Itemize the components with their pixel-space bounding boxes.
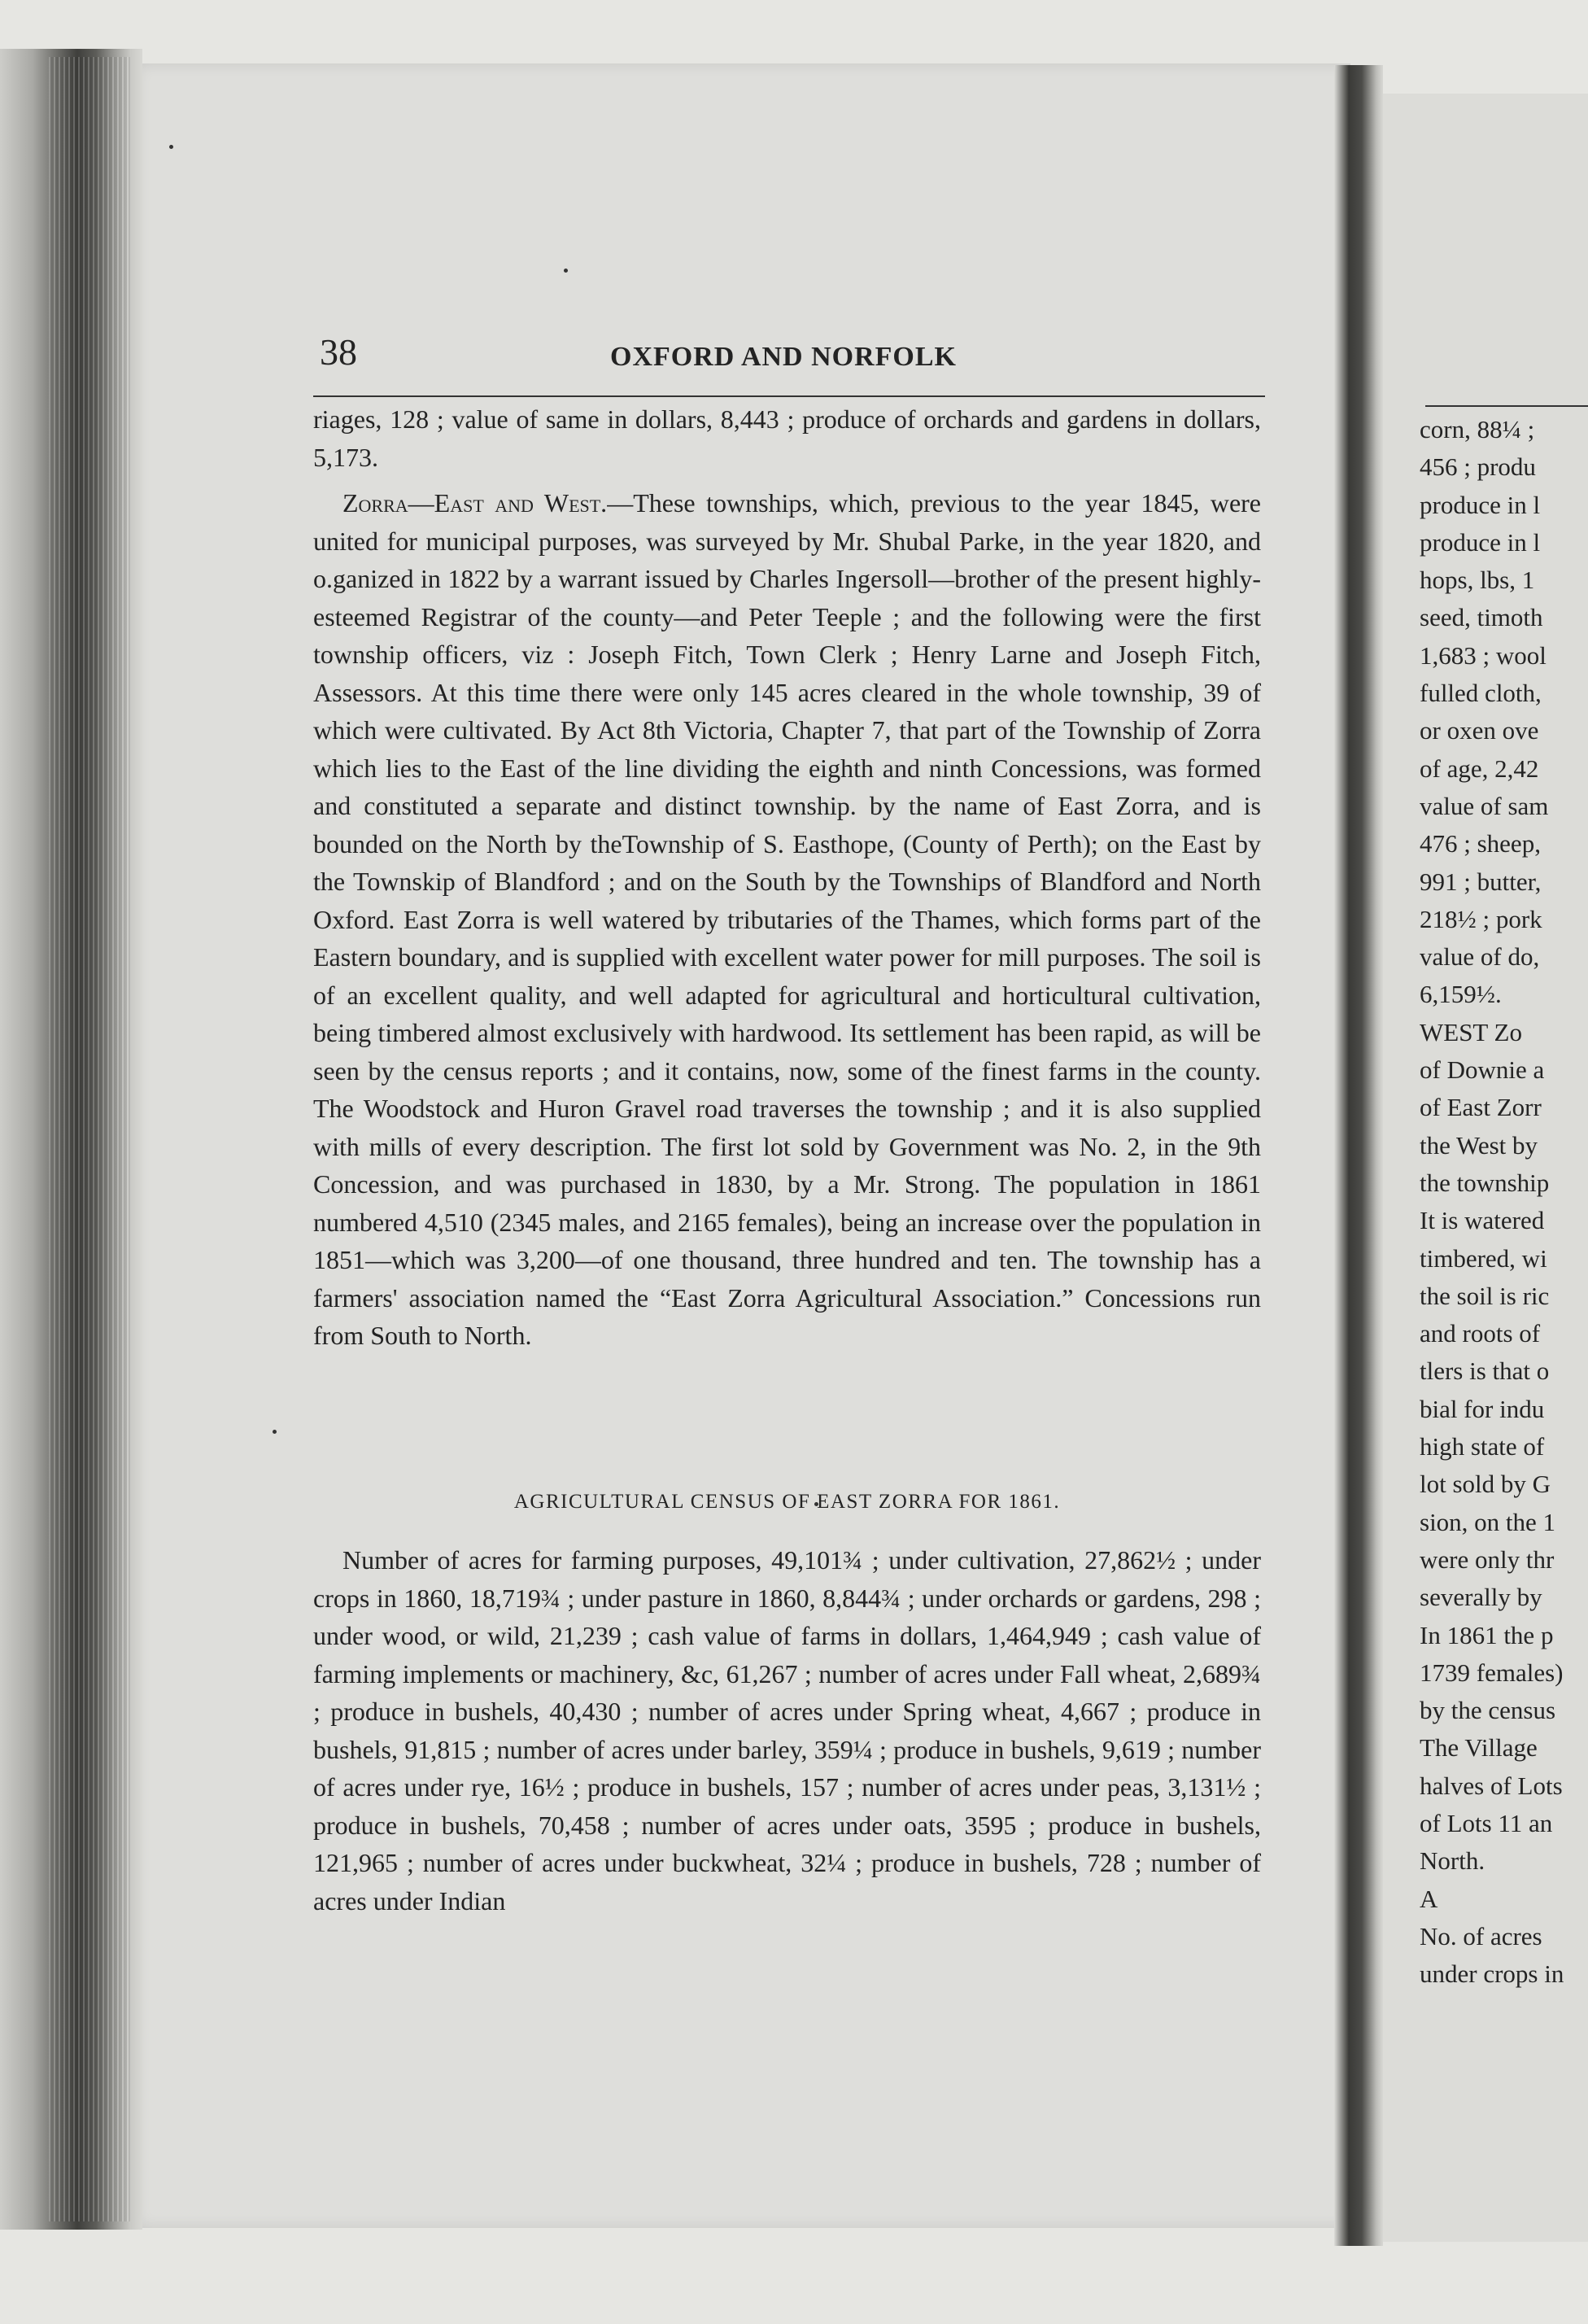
- right-page-line: halves of Lots: [1420, 1771, 1563, 1800]
- zorra-text: —These townships, which, previous to the year 1845, were united for municipal purposes, was surveyed by Mr. Shubal Parke, in the year 1820, and o.ganized in 1822 by a warrant issued by Charles Ingersoll—brother of the present highly-esteemed Registrar of the county—and Peter Teeple ; and the following were the first township officers, viz : Joseph Fitch, Town Clerk ; Henry Larne and Joseph Fitch, Assessors. At this time there were only 145 acres cleared in the whole township, 39 of which were cultivated. By Act 8th Victoria, Chapter 7, that part of the Township of Zorra which lies to the East of the line dividing the eighth and ninth Concessions, was formed and constituted a separate and distinct township. by the name of East Zorra, and is bounded on the North by theTownship of S. Easthope, (County of Perth); on the East by the Townskip of Blandford ; and on the South by the Townships of Blandford and North Oxford. East Zorra is well watered by tributaries of the Thames, which forms part of the Eastern boundary, and is supplied with excellent water power for mill purposes. The soil is of an excellent quality, and well adapted for agricultural and horticultural cultivation, being timbered almost exclusively with hardwood. Its settlement has been rapid, as will be seen by the census reports ; and it contains, now, some of the finest farms in the county. The Woodstock and Huron Gravel road traverses the township ; and it is also supplied with mills of every description. The first lot sold by Government was No. 2, in the 9th Concession, and was purchased in 1830, by a Mr. Strong. The population in 1861 numbered 4,510 (2345 males, and 2165 females), being an increase over the population in 1851—which was 3,200—of one thousand, three hundred and ten. The township has a farmers' association named the “East Zorra Agricultural Association.” Concessions run from South to North.: [313, 488, 1262, 1350]
- right-page-line: bial for indu: [1420, 1394, 1545, 1423]
- header-rule: [313, 395, 1265, 397]
- right-page-line: high state of: [1420, 1432, 1545, 1461]
- right-page-line: lot sold by G: [1420, 1470, 1551, 1499]
- right-page-line: of age, 2,42: [1420, 754, 1539, 783]
- book-gutter: [1334, 65, 1383, 2246]
- right-page-line: the West by: [1420, 1130, 1538, 1160]
- census-heading: AGRICULTURAL CENSUS OF EAST ZORRA FOR 1861.: [513, 1491, 1061, 1513]
- main-text-column: [313, 400, 1261, 1355]
- right-header-rule: [1425, 405, 1588, 407]
- right-page-line: WEST Zo: [1420, 1017, 1522, 1046]
- right-page-line: value of sam: [1420, 791, 1549, 820]
- right-page-line: or oxen ove: [1420, 716, 1539, 745]
- continued-paragraph: riages, 128 ; value of same in dollars, 8,443 ; produce of orchards and gardens in dollars, 5,173.: [313, 404, 1261, 472]
- right-page-line: 456 ; produ: [1420, 452, 1536, 482]
- right-page-line: of Lots 11 an: [1420, 1808, 1553, 1837]
- right-page-line: No. of acres: [1420, 1921, 1542, 1950]
- page-number: 38: [320, 331, 357, 373]
- zorra-heading: Zorra—East and West.: [342, 488, 608, 518]
- right-page-line: of Downie a: [1420, 1055, 1545, 1085]
- right-page-line: 1739 females): [1420, 1658, 1564, 1687]
- right-page-line: the soil is ric: [1420, 1281, 1550, 1310]
- right-page-line: hops, lbs, 1: [1420, 566, 1535, 595]
- speck: [564, 269, 568, 273]
- right-page-line: fulled cloth,: [1420, 679, 1542, 708]
- right-page-line: produce in l: [1420, 527, 1541, 557]
- right-page-line: It is watered: [1420, 1206, 1545, 1235]
- right-page-line: by the census: [1420, 1696, 1556, 1725]
- right-page-line: sion, on the 1: [1420, 1507, 1556, 1536]
- right-page-line: The Village: [1420, 1733, 1538, 1763]
- right-page-line: 1,683 ; wool: [1420, 640, 1547, 670]
- right-page-line: corn, 88¼ ;: [1420, 415, 1535, 443]
- right-page-line: 218½ ; pork: [1420, 904, 1542, 933]
- right-page-line: under crops in: [1420, 1959, 1564, 1989]
- right-page-line: 6,159½.: [1420, 980, 1502, 1009]
- right-page-line: North.: [1420, 1846, 1485, 1876]
- binding-edge-stripes: [49, 57, 130, 2221]
- right-page-line: were only thr: [1420, 1544, 1555, 1574]
- zorra-paragraph: [313, 484, 1261, 1355]
- census-paragraph: Number of acres for farming purposes, 49,101¾ ; under cultivation, 27,862½ ; under crops in 1860, 18,719¾ ; under pasture in 1860, 8,844¾ ; under orchards or gardens, 298 ; under wood, or wild, 21,239 ; cash value of farms in dollars, 1,464,949 ; cash value of farming implements or machinery, &c, 61,267 ; number of acres under Fall wheat, 2,689¾ ; produce in bushels, 40,430 ; number of acres under Spring wheat, 4,667 ; produce in bushels, 91,815 ; number of acres under barley, 359¼ ; produce in bushels, 9,619 ; number of acres under rye, 16½ ; produce in bushels, 157 ; number of acres under peas, 3,131½ ; produce in bushels, 70,458 ; number of acres under oats, 3595 ; produce in bushels, 121,965 ; number of acres under buckwheat, 32¼ ; produce in bushels, 728 ; number of acres under Indian: [313, 1545, 1261, 1916]
- right-page-line: and roots of: [1420, 1319, 1541, 1348]
- right-page-line: severally by: [1420, 1583, 1542, 1612]
- right-page-line: timbered, wi: [1420, 1243, 1547, 1273]
- census-column: [313, 1541, 1261, 1920]
- right-page-line: A: [1420, 1884, 1438, 1913]
- right-page-line: of East Zorr: [1420, 1093, 1542, 1122]
- right-page-line: 991 ; butter,: [1420, 867, 1542, 896]
- right-page-line: tlers is that o: [1420, 1356, 1550, 1386]
- right-page-line: value of do,: [1420, 942, 1540, 972]
- right-page-line: produce in l: [1420, 490, 1541, 519]
- right-page-line: 476 ; sheep,: [1420, 829, 1541, 858]
- right-page-line: seed, timoth: [1420, 603, 1543, 632]
- speck: [169, 145, 173, 149]
- right-page-text: [1420, 411, 1588, 1993]
- running-head: OXFORD AND NORFOLK: [610, 342, 957, 372]
- right-page-line: the township: [1420, 1168, 1550, 1197]
- speck: [273, 1430, 277, 1434]
- right-page-line: In 1861 the p: [1420, 1620, 1554, 1649]
